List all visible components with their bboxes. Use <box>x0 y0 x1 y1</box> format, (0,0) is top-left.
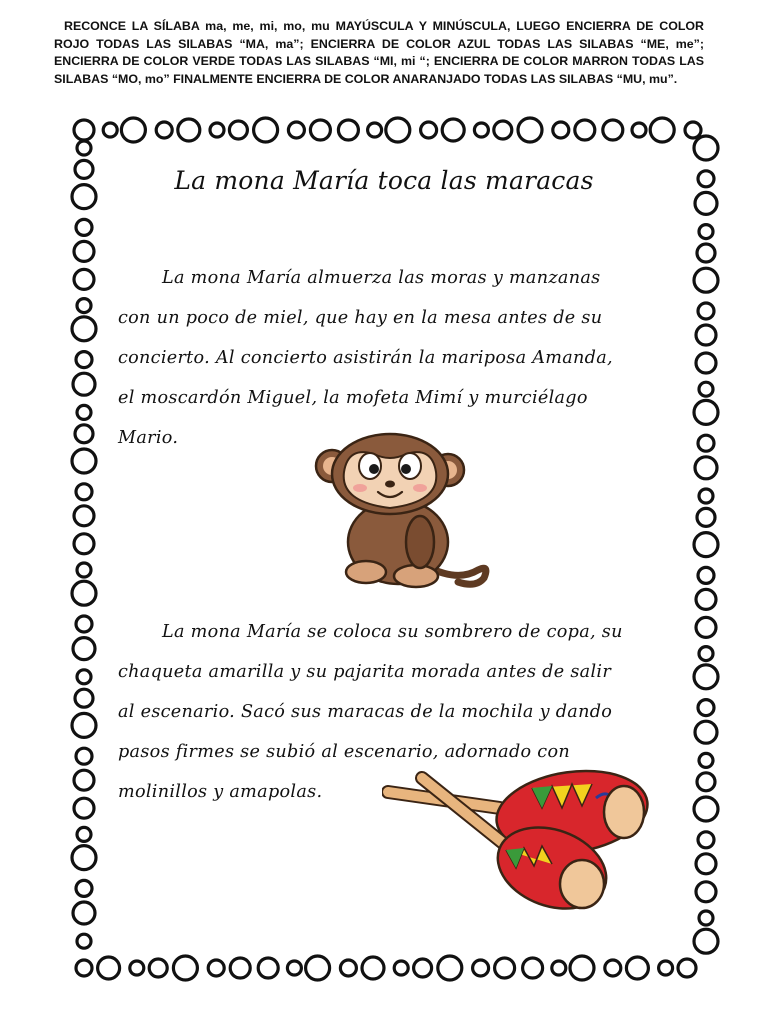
border-circle <box>696 617 716 637</box>
border-circle <box>74 770 94 790</box>
border-circle <box>696 325 716 345</box>
border-circle <box>699 753 713 767</box>
border-circle <box>694 665 718 689</box>
border-circle <box>698 435 714 451</box>
monkey-illustration <box>308 432 494 592</box>
paragraph-2-line-1: La mona María se coloca su sombrero de copa, su <box>162 622 623 642</box>
border-circle <box>698 700 714 716</box>
border-circle <box>696 882 716 902</box>
story-title: La mona María toca las maracas <box>174 166 594 195</box>
border-circle <box>697 508 715 526</box>
border-circle <box>76 219 92 235</box>
border-circle <box>258 958 278 978</box>
border-circle <box>696 854 716 874</box>
border-circle <box>474 123 488 137</box>
border-circle <box>72 185 96 209</box>
border-circle <box>603 120 623 140</box>
border-circle <box>442 119 464 141</box>
border-circle <box>698 832 714 848</box>
maracas-illustration <box>382 768 654 918</box>
border-circle <box>575 120 595 140</box>
paragraph-2-line-4: pasos firmes se subió al escenario, adornado con <box>118 742 570 762</box>
story-paragraph-1 <box>118 258 648 458</box>
border-circle <box>77 299 91 313</box>
border-circle <box>650 118 674 142</box>
border-circle <box>695 192 717 214</box>
border-circle <box>178 119 200 141</box>
border-circle <box>414 959 432 977</box>
border-circle <box>287 961 301 975</box>
border-circle <box>699 382 713 396</box>
border-circle <box>288 122 304 138</box>
border-circle <box>694 268 718 292</box>
border-circle <box>495 958 515 978</box>
border-circle <box>74 120 94 140</box>
border-circle <box>75 425 93 443</box>
border-circle <box>254 118 278 142</box>
border-circle <box>75 689 93 707</box>
border-circle <box>473 960 489 976</box>
border-circle <box>694 797 718 821</box>
border-circle <box>130 961 144 975</box>
border-circle <box>368 123 382 137</box>
border-circle <box>697 773 715 791</box>
border-circle <box>72 846 96 870</box>
border-circle <box>362 957 384 979</box>
border-circle <box>72 317 96 341</box>
paragraph-1-line-3: concierto. Al concierto asistirán la mariposa Amanda, <box>118 348 613 368</box>
border-circle <box>121 118 145 142</box>
border-circle <box>306 956 330 980</box>
border-circle <box>77 563 91 577</box>
border-circle <box>156 122 172 138</box>
border-circle <box>77 141 91 155</box>
border-circle <box>694 533 718 557</box>
border-circle <box>76 880 92 896</box>
border-circle <box>75 160 93 178</box>
border-circle <box>72 449 96 473</box>
border-circle <box>340 960 356 976</box>
border-circle <box>76 960 92 976</box>
border-circle <box>552 961 566 975</box>
border-circle <box>698 303 714 319</box>
border-circle <box>208 960 224 976</box>
paragraph-1-line-4: el moscardón Miguel, la mofeta Mimí y murciélago <box>118 388 588 408</box>
border-circle <box>76 352 92 368</box>
border-circle <box>494 121 512 139</box>
paragraph-1-line-1: La mona María almuerza las moras y manzanas <box>162 268 601 288</box>
border-circle <box>386 118 410 142</box>
border-circle <box>695 721 717 743</box>
border-circle <box>523 958 543 978</box>
border-circle <box>76 748 92 764</box>
border-circle <box>699 489 713 503</box>
border-circle <box>678 959 696 977</box>
border-circle <box>659 961 673 975</box>
border-circle <box>696 589 716 609</box>
border-circle <box>74 534 94 554</box>
border-circle <box>699 647 713 661</box>
border-circle <box>73 373 95 395</box>
border-circle <box>695 457 717 479</box>
border-circle <box>210 123 224 137</box>
border-circle <box>394 961 408 975</box>
paragraph-1-line-5: Mario. <box>118 428 179 448</box>
border-circle <box>518 118 542 142</box>
border-circle <box>421 122 437 138</box>
border-circle <box>632 123 646 137</box>
instructions-text: RECONCE LA SÍLABA ma, me, mi, mo, mu MAYÚSCULA Y MINÚSCULA, LUEGO ENCIERRA DE COLOR ROJO TODAS LAS SILABAS “MA, ma”; ENCIERRA DE COLOR AZUL TODAS LAS SILABAS “ME, me”; ENCIERRA DE COLOR VERDE TODAS LAS SILABAS “MI, mi “; ENCIERRA DE COLOR MARRON TODAS LAS SILABAS “MO, mo” FINALMENTE ENCIERRA DE COLOR ANARANJADO TODAS LAS SILABAS “MU, mu”. <box>54 19 704 86</box>
border-circle <box>77 670 91 684</box>
paragraph-1-line-2: con un poco de miel, que hay en la mesa antes de su <box>118 308 603 328</box>
border-circle <box>438 956 462 980</box>
border-circle <box>74 506 94 526</box>
border-circle <box>173 956 197 980</box>
border-circle <box>699 911 713 925</box>
border-circle <box>698 171 714 187</box>
border-circle <box>74 241 94 261</box>
border-circle <box>697 244 715 262</box>
border-circle <box>103 123 117 137</box>
border-circle <box>76 484 92 500</box>
border-circle <box>73 902 95 924</box>
paragraph-2-line-5: molinillos y amapolas. <box>118 782 323 802</box>
border-circle <box>699 225 713 239</box>
border-circle <box>685 122 701 138</box>
border-circle <box>149 959 167 977</box>
border-circle <box>74 798 94 818</box>
border-circle <box>698 567 714 583</box>
border-circle <box>77 405 91 419</box>
border-circle <box>310 120 330 140</box>
border-circle <box>230 958 250 978</box>
paragraph-2-line-2: chaqueta amarilla y su pajarita morada antes de salir <box>118 662 612 682</box>
border-circle <box>77 934 91 948</box>
border-circle <box>570 956 594 980</box>
border-circle <box>338 120 358 140</box>
border-circle <box>229 121 247 139</box>
border-circle <box>76 616 92 632</box>
border-circle <box>605 960 621 976</box>
border-circle <box>74 269 94 289</box>
border-circle <box>694 136 718 160</box>
border-circle <box>72 713 96 737</box>
border-circle <box>696 353 716 373</box>
border-circle <box>626 957 648 979</box>
border-circle <box>72 581 96 605</box>
border-circle <box>694 400 718 424</box>
border-circle <box>98 957 120 979</box>
border-circle <box>73 638 95 660</box>
border-circle <box>694 929 718 953</box>
paragraph-2-line-3: al escenario. Sacó sus maracas de la mochila y dando <box>118 702 613 722</box>
border-circle <box>553 122 569 138</box>
border-circle <box>77 827 91 841</box>
